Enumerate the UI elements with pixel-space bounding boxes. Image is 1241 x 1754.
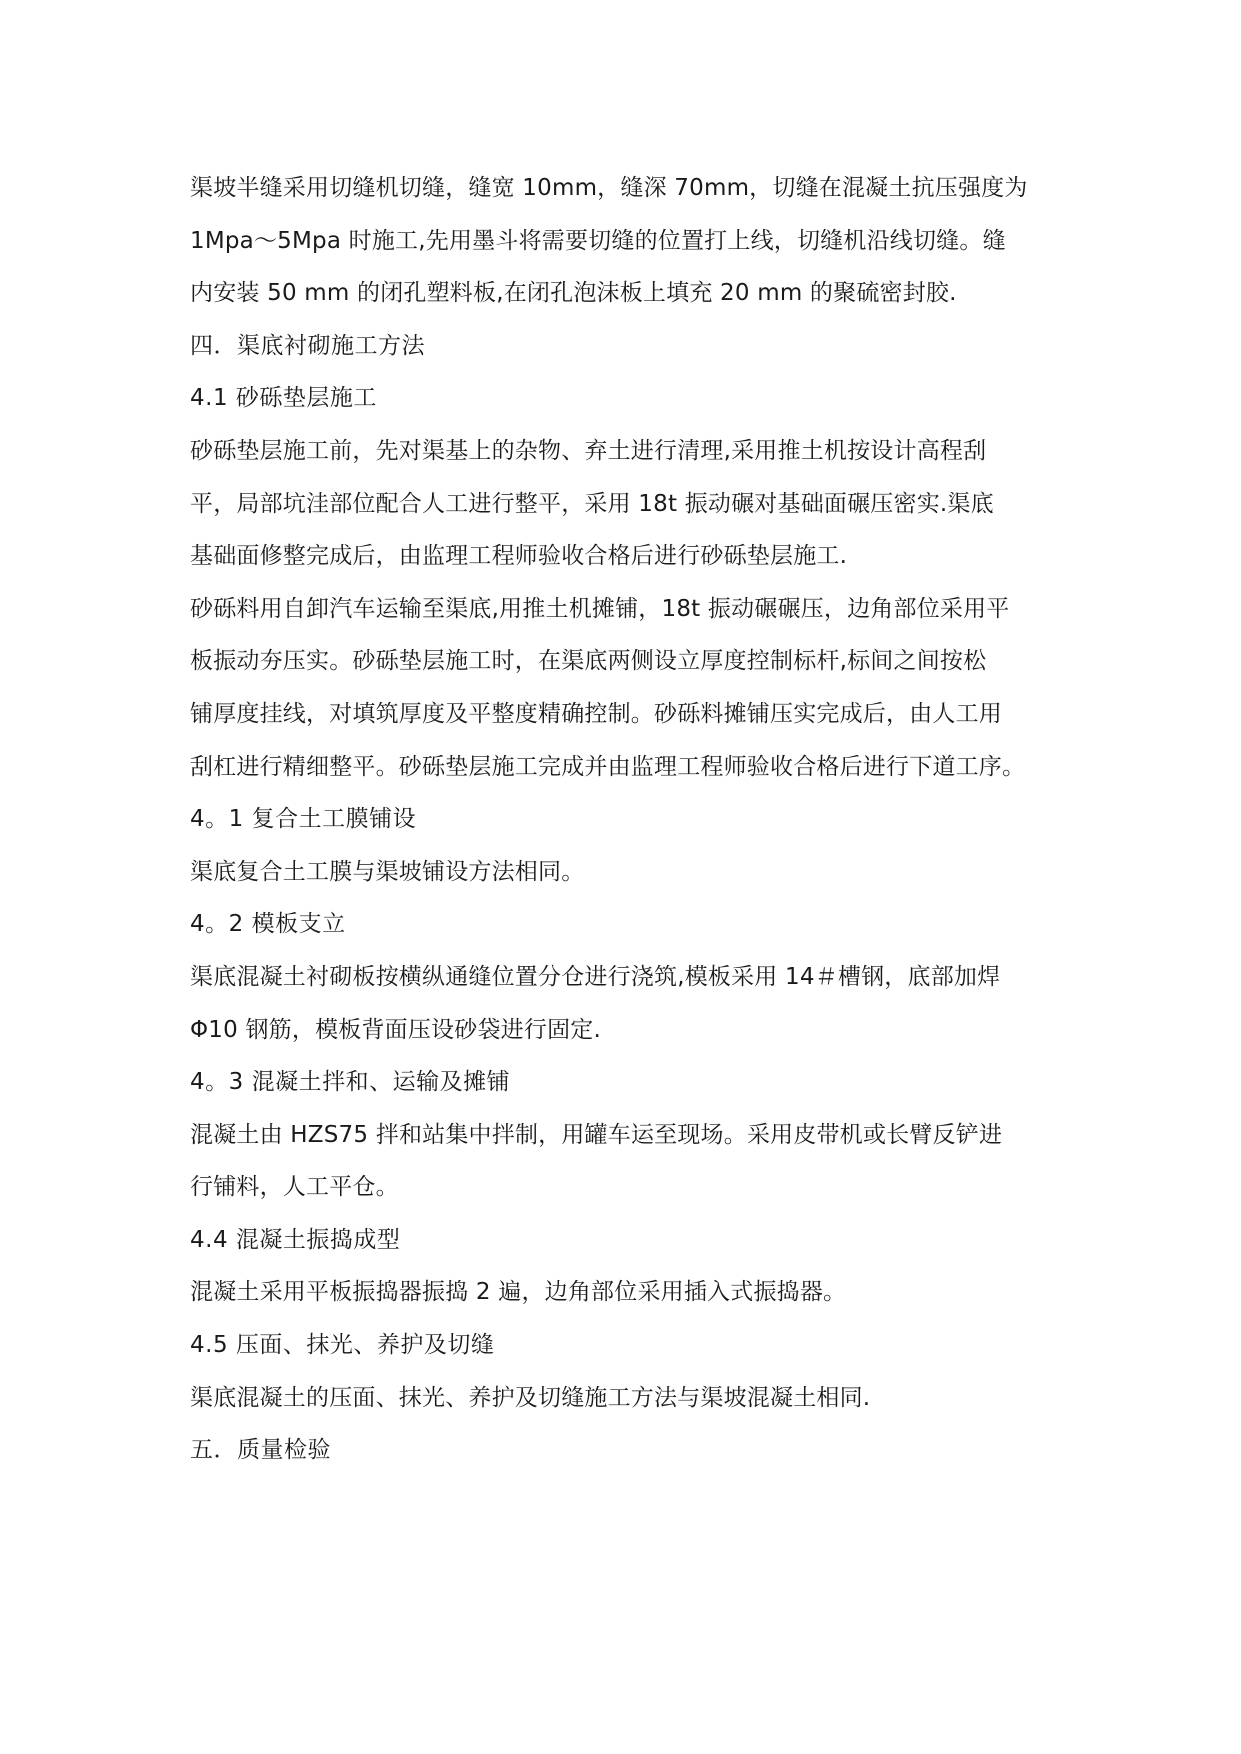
- paragraph-line: 渠坡半缝采用切缝机切缝，缝宽 10mm，缝深 70mm，切缝在混凝土抗压强度为: [190, 175, 1028, 201]
- paragraph-line: 平，局部坑洼部位配合人工进行整平，采用 18t 振动碾对基础面碾压密实.渠底: [190, 490, 994, 517]
- subsection-heading: 4。1 复合土工膜铺设: [190, 806, 417, 833]
- subsection-heading: 4。2 模板支立: [190, 911, 346, 938]
- paragraph-line: 基础面修整完成后，由监理工程师验收合格后进行砂砾垫层施工.: [190, 543, 848, 570]
- subsection-heading: 4。3 混凝土拌和、运输及摊铺: [190, 1069, 511, 1096]
- document-body: [190, 162, 1070, 1477]
- paragraph-line: 1Mpa～5Mpa 时施工,先用墨斗将需要切缝的位置打上线，切缝机沿线切缝。缝: [190, 227, 1006, 254]
- paragraph-line: 砂砾料用自卸汽车运输至渠底,用推土机摊铺，18t 振动碾碾压，边角部位采用平: [190, 595, 1010, 622]
- paragraph-line: 渠底混凝土衬砌板按横纵通缝位置分仓进行浇筑,模板采用 14＃槽钢，底部加焊: [190, 963, 1001, 990]
- paragraph-line: 板振动夯压实。砂砾垫层施工时，在渠底两侧设立厚度控制标杆,标间之间按松: [190, 648, 987, 675]
- section-heading: 四．渠底衬砌施工方法: [190, 332, 425, 359]
- subsection-heading: 4.4 混凝土振捣成型: [190, 1226, 401, 1253]
- subsection-heading: 4.1 砂砾垫层施工: [190, 385, 377, 412]
- paragraph-line: 混凝土采用平板振捣器振捣 2 遍，边角部位采用插入式振捣器。: [190, 1279, 847, 1306]
- paragraph-line: 刮杠进行精细整平。砂砾垫层施工完成并由监理工程师验收合格后进行下道工序。: [190, 753, 1026, 780]
- subsection-heading: 4.5 压面、抹光、养护及切缝: [190, 1332, 495, 1359]
- paragraph-line: 砂砾垫层施工前，先对渠基上的杂物、弃土进行清理,采用推土机按设计高程刮: [190, 437, 987, 464]
- paragraph-line: Φ10 钢筋，模板背面压设砂袋进行固定.: [190, 1016, 601, 1043]
- paragraph-line: 铺厚度挂线，对填筑厚度及平整度精确控制。砂砾料摊铺压实完成后，由人工用: [190, 700, 1002, 727]
- paragraph-line: 渠底混凝土的压面、抹光、养护及切缝施工方法与渠坡混凝土相同.: [190, 1384, 871, 1411]
- paragraph-line: 渠底复合土工膜与渠坡铺设方法相同。: [190, 858, 585, 885]
- paragraph-line: 内安装 50 mm 的闭孔塑料板,在闭孔泡沫板上填充 20 mm 的聚硫密封胶.: [190, 280, 957, 307]
- paragraph-line: 行铺料，人工平仓。: [190, 1174, 399, 1201]
- section-heading: 五．质量检验: [190, 1437, 331, 1464]
- paragraph-line: 混凝土由 HZS75 拌和站集中拌制，用罐车运至现场。采用皮带机或长臂反铲进: [190, 1121, 1003, 1148]
